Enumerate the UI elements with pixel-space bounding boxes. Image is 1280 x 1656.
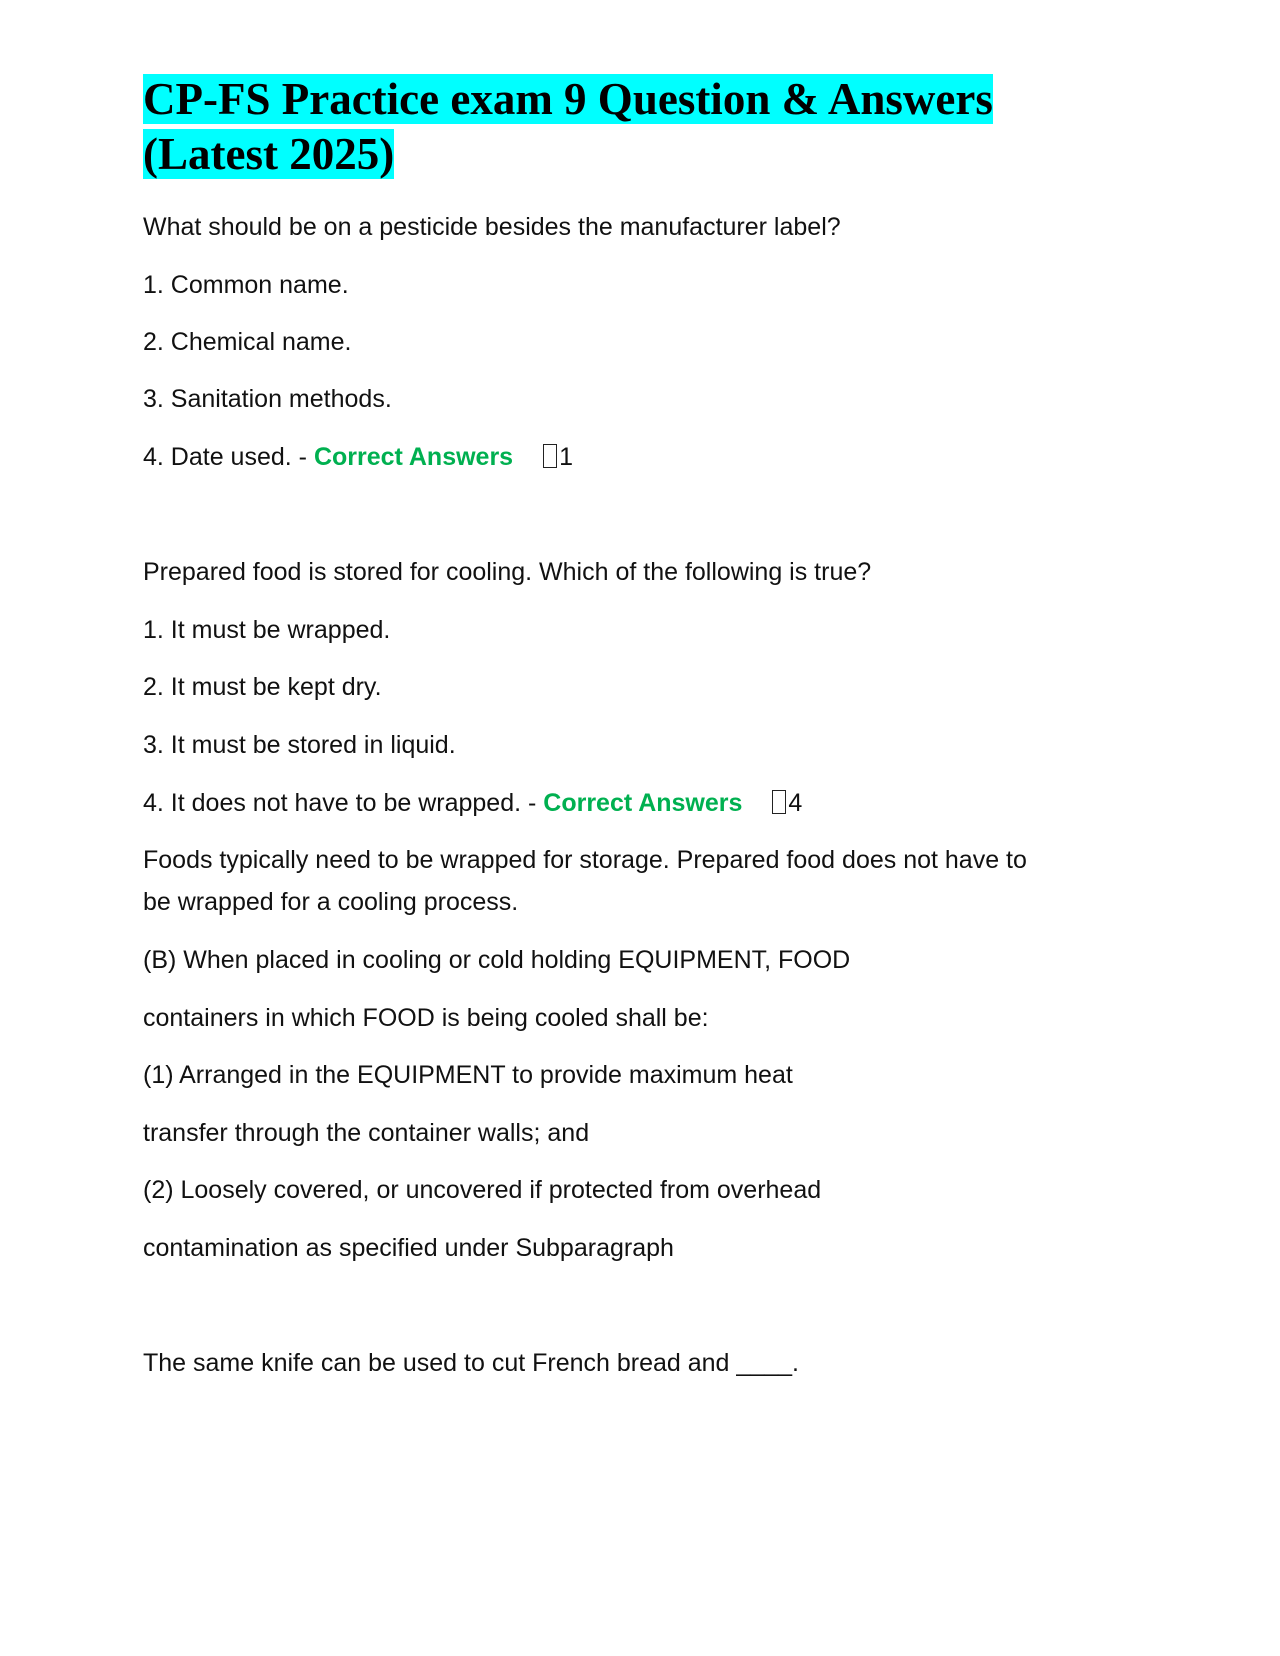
explanation: (2) Loosely covered, or uncovered if protected from overhead — [143, 1176, 822, 1204]
option: 3. Sanitation methods. — [143, 385, 392, 413]
option-with-answer: 4. It does not have to be wrapped. - Correct Answers 4 — [143, 789, 803, 817]
explanation: transfer through the container walls; and — [143, 1119, 590, 1147]
question-2: Prepared food is stored for cooling. Which of the following is true? — [143, 558, 872, 586]
missing-glyph-icon — [543, 444, 557, 468]
question-3: The same knife can be used to cut French bread and ____. — [143, 1349, 799, 1377]
option-with-answer: 4. Date used. - Correct Answers 1 — [143, 443, 573, 471]
answer-value: 4 — [788, 789, 803, 817]
explanation: (B) When placed in cooling or cold holding EQUIPMENT, FOOD — [143, 946, 851, 974]
explanation: (1) Arranged in the EQUIPMENT to provide maximum heat — [143, 1061, 793, 1089]
explanation: contamination as specified under Subparagraph — [143, 1234, 674, 1262]
question-1: What should be on a pesticide besides the manufacturer label? — [143, 213, 841, 241]
option: 2. Chemical name. — [143, 328, 352, 356]
option: 1. Common name. — [143, 271, 349, 299]
explanation: Foods typically need to be wrapped for storage. Prepared food does not have to be wrapped for a cooling process. — [143, 846, 1027, 916]
missing-glyph-icon — [772, 790, 786, 814]
correct-answers-label: Correct Answers — [313, 443, 514, 471]
option: 1. It must be wrapped. — [143, 616, 391, 644]
answer-value: 1 — [559, 443, 573, 471]
option: 2. It must be kept dry. — [143, 673, 382, 701]
correct-answers-label: Correct Answers — [543, 789, 743, 817]
page-title: CP-FS Practice exam 9 Question & Answers (Latest 2025) — [143, 74, 993, 179]
explanation: containers in which FOOD is being cooled shall be: — [143, 1004, 709, 1032]
option: 3. It must be stored in liquid. — [143, 731, 456, 759]
